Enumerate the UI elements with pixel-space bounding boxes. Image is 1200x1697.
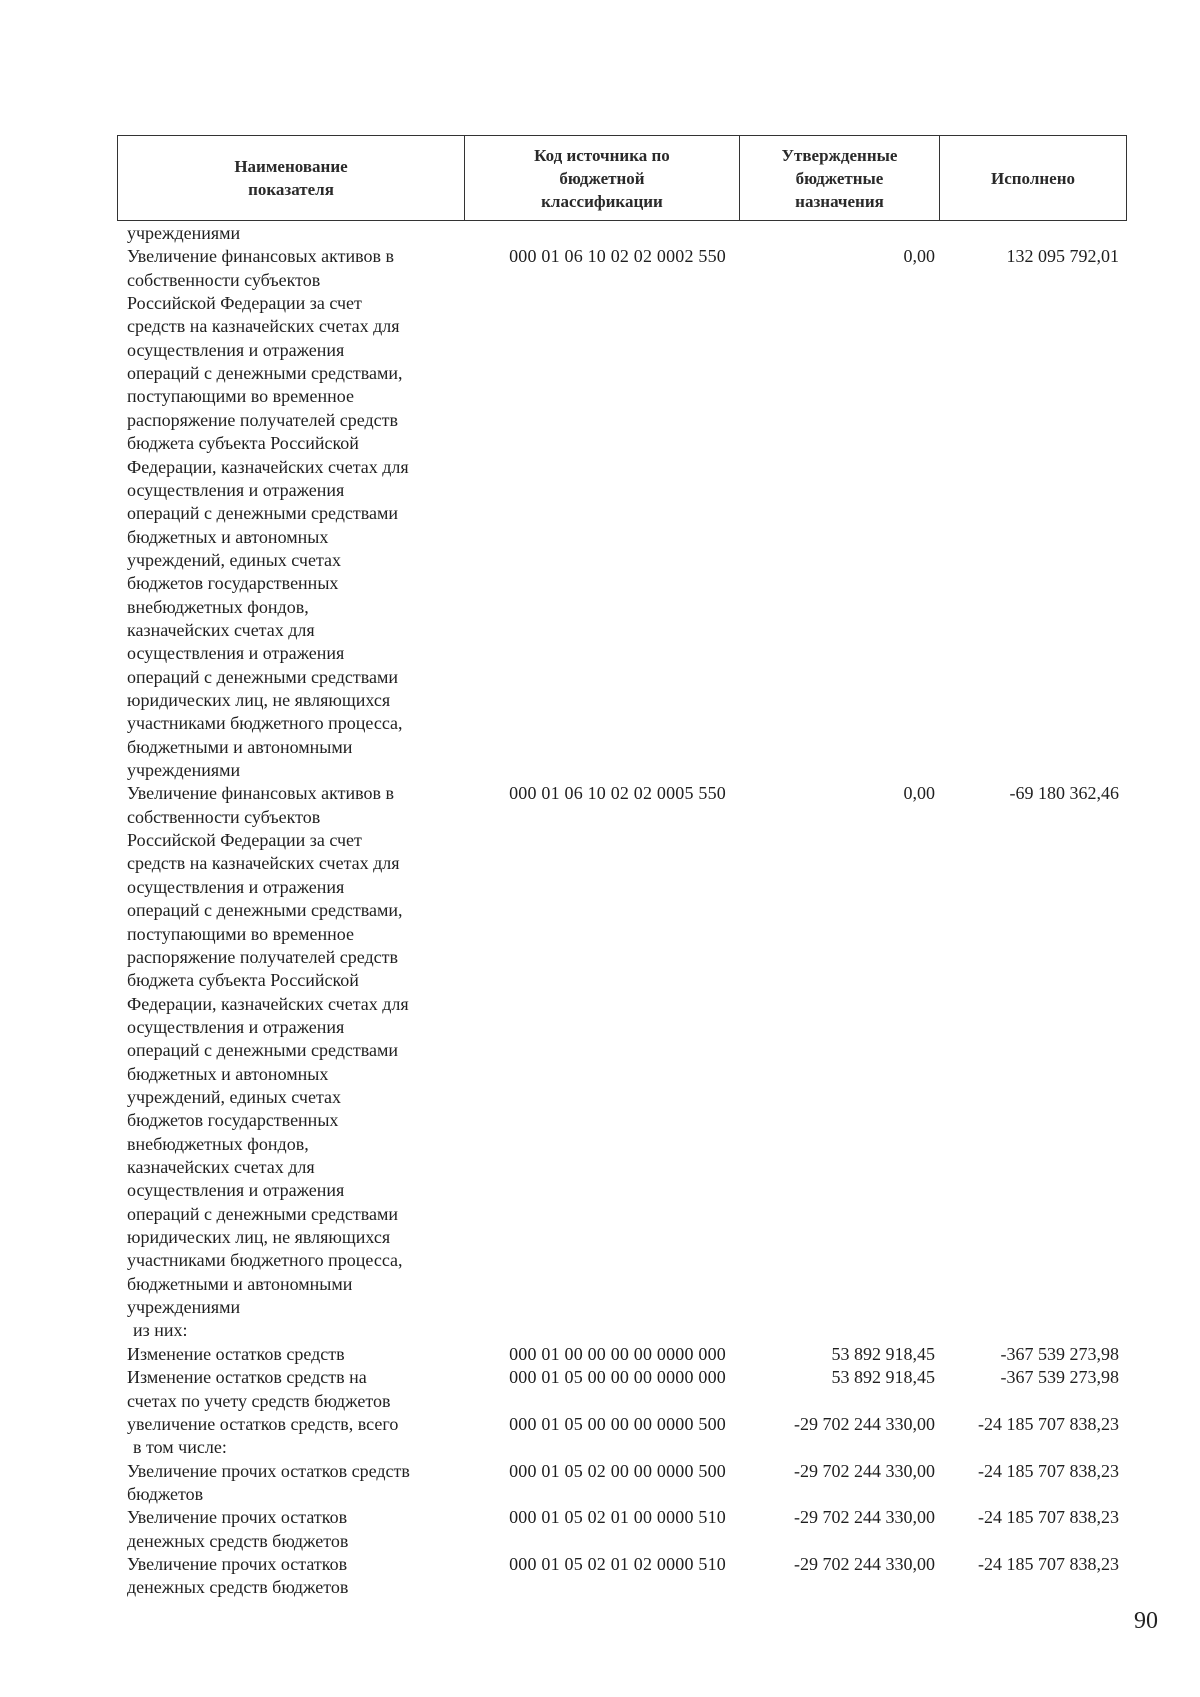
row-name-line: юридических лиц, не являющихся xyxy=(127,690,391,710)
row-name-line: счетах по учету средств бюджетов xyxy=(127,1390,391,1411)
row-name-line: осуществления и отражения xyxy=(127,643,345,664)
row-name-line: Увеличение прочих остатков xyxy=(127,1553,348,1574)
row-exec-value: -367 539 273,98 xyxy=(1000,1367,1119,1388)
row-name-line: операций с денежными средствами xyxy=(127,1203,398,1224)
row-code: 000 01 05 00 00 00 0000 500 xyxy=(509,1413,726,1434)
row-plan-value: -29 702 244 330,00 xyxy=(794,1507,935,1528)
row-name-line: Российской Федерации за счет xyxy=(127,830,362,851)
row-name-line: участниками бюджетного процесса, xyxy=(127,1250,403,1271)
row-name-line: учреждениями xyxy=(127,223,241,243)
row-name-line: операций с денежными средствами xyxy=(127,666,398,687)
row-code: 000 01 05 02 01 02 0000 510 xyxy=(509,1553,726,1574)
row-name-line: учреждений, единых счетах xyxy=(127,1086,342,1107)
row-name-line: операций с денежными средствами xyxy=(127,503,398,524)
header-name-label: Наименование показателя xyxy=(234,157,348,199)
row-name-line: участниками бюджетного процесса, xyxy=(127,713,403,734)
row-name-line: средств на казначейских счетах для xyxy=(127,853,400,874)
row-name-line: бюджетных и автономных xyxy=(127,1063,329,1084)
row-name-line: учреждений, единых счетах xyxy=(127,549,342,570)
row-name-line: из них: xyxy=(133,1320,188,1341)
row-name-line: операций с денежными средствами xyxy=(127,1040,398,1061)
row-name-line: осуществления и отражения xyxy=(127,876,345,897)
row-name-line: бюджетных и автономных xyxy=(127,526,329,547)
row-name-line: внебюджетных фондов, xyxy=(127,1133,309,1154)
row-code: 000 01 05 00 00 00 0000 000 xyxy=(509,1367,726,1388)
row-plan-value: 53 892 918,45 xyxy=(831,1343,935,1364)
header-exec-label: Исполнено xyxy=(990,168,1075,188)
row-exec-value: -24 185 707 838,23 xyxy=(978,1507,1119,1528)
row-name-line: юридических лиц, не являющихся xyxy=(127,1227,391,1248)
row-plan-value: 0,00 xyxy=(903,783,935,804)
row-plan-value: -29 702 244 330,00 xyxy=(794,1413,935,1434)
row-code: 000 01 05 02 01 00 0000 510 xyxy=(509,1507,726,1528)
header-plan-label: Утвержденные бюджетные назначения xyxy=(781,145,898,211)
row-name-line: Изменение остатков средств на xyxy=(127,1367,367,1388)
page-number: 90 xyxy=(1134,1608,1158,1634)
row-name-line: поступающими во временное xyxy=(127,386,355,407)
row-name-line: увеличение остатков средств, всего xyxy=(127,1413,399,1434)
row-name-line: распоряжение получателей средств xyxy=(127,946,399,967)
row-code: 000 01 05 02 00 00 0000 500 xyxy=(509,1460,726,1481)
row-exec-value: -367 539 273,98 xyxy=(1000,1343,1119,1364)
row-name-line: осуществления и отражения xyxy=(127,1016,345,1037)
header-cell-exec xyxy=(940,136,1126,220)
row-name-line: бюджетов xyxy=(127,1483,204,1504)
row-name-line: поступающими во временное xyxy=(127,923,355,944)
row-plan-value: 53 892 918,45 xyxy=(831,1367,935,1388)
row-exec-value: -69 180 362,46 xyxy=(1009,783,1119,804)
row-name-line: бюджетными и автономными xyxy=(127,736,353,757)
row-name-line: казначейских счетах для xyxy=(127,1157,315,1177)
row-name-line: денежных средств бюджетов xyxy=(127,1530,349,1551)
row-name-line: бюджетов государственных xyxy=(127,1110,339,1131)
row-plan-value: -29 702 244 330,00 xyxy=(794,1553,935,1574)
row-name-line: осуществления и отражения xyxy=(127,339,345,360)
header-cell-code xyxy=(465,136,740,220)
row-name-line: осуществления и отражения xyxy=(127,479,345,500)
row-name-line: денежных средств бюджетов xyxy=(127,1577,349,1598)
header-cell-name xyxy=(118,136,465,220)
row-name-line: в том числе: xyxy=(133,1437,227,1458)
row-name-line: Увеличение финансовых активов в xyxy=(127,783,395,804)
row-name-line: средств на казначейских счетах для xyxy=(127,316,400,337)
row-name-line: Увеличение прочих остатков xyxy=(127,1507,348,1528)
row-name-line: казначейских счетах для xyxy=(127,619,315,640)
row-name-line: бюджета субъекта Российской xyxy=(127,970,359,991)
row-name-line: Увеличение финансовых активов в xyxy=(127,246,395,267)
row-plan-value: 0,00 xyxy=(903,246,935,267)
row-code: 000 01 06 10 02 02 0005 550 xyxy=(509,783,726,804)
row-code: 000 01 00 00 00 00 0000 000 xyxy=(509,1343,726,1364)
row-name-line: внебюджетных фондов, xyxy=(127,596,309,617)
row-plan-value: -29 702 244 330,00 xyxy=(794,1460,935,1481)
row-name-line: Российской Федерации за счет xyxy=(127,293,362,314)
row-name-line: операций с денежными средствами, xyxy=(127,363,403,384)
row-name-line: бюджетными и автономными xyxy=(127,1273,353,1294)
header-code-label: Код источника по бюджетной классификации xyxy=(534,145,670,211)
row-name-line: Федерации, казначейских счетах для xyxy=(127,456,409,477)
row-name-line: бюджета субъекта Российской xyxy=(127,433,359,454)
row-code: 000 01 06 10 02 02 0002 550 xyxy=(509,246,726,267)
row-name-line: собственности субъектов xyxy=(127,269,321,290)
row-name-line: учреждениями xyxy=(127,760,241,781)
row-name-line: операций с денежными средствами, xyxy=(127,900,403,921)
row-name-line: бюджетов государственных xyxy=(127,573,339,594)
row-name-line: распоряжение получателей средств xyxy=(127,409,399,430)
table-header xyxy=(117,135,1127,221)
row-name-line: собственности субъектов xyxy=(127,806,321,827)
row-exec-value: 132 095 792,01 xyxy=(1006,246,1119,267)
row-name-line: учреждениями xyxy=(127,1297,241,1318)
row-exec-value: -24 185 707 838,23 xyxy=(978,1413,1119,1434)
row-exec-value: -24 185 707 838,23 xyxy=(978,1460,1119,1481)
row-exec-value: -24 185 707 838,23 xyxy=(978,1553,1119,1574)
row-name-line: осуществления и отражения xyxy=(127,1180,345,1201)
row-name-line: Изменение остатков средств xyxy=(127,1343,345,1364)
row-name-line: Федерации, казначейских счетах для xyxy=(127,993,409,1014)
header-cell-plan xyxy=(740,136,940,220)
row-name-line: Увеличение прочих остатков средств xyxy=(127,1460,410,1481)
